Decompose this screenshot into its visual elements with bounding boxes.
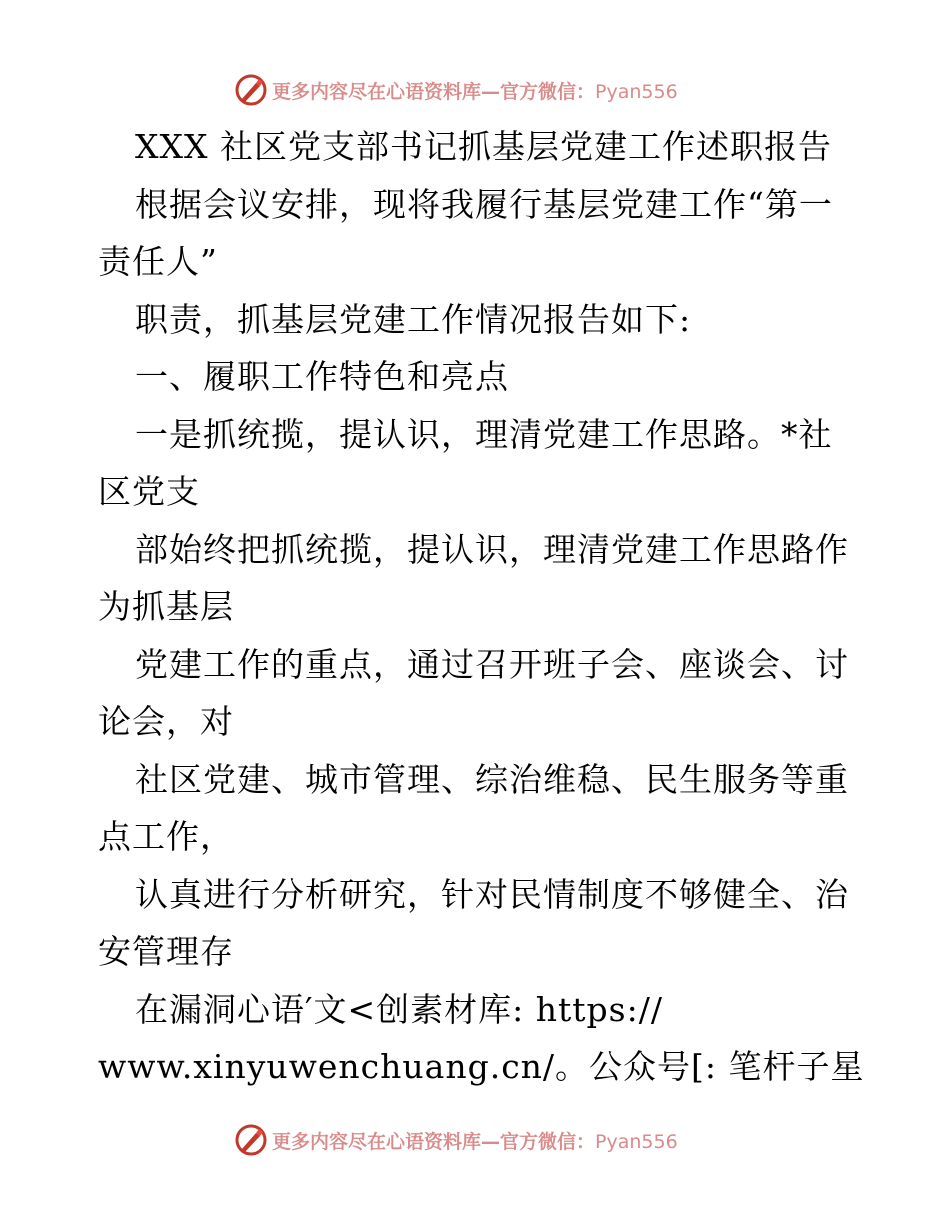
document-line: 一、履职工作特色和亮点 <box>135 357 509 396</box>
red-pen-seal-icon <box>234 73 268 107</box>
watermark-label: 更多内容尽在心语资料库—官方微信： <box>272 1130 596 1153</box>
watermark-label: 更多内容尽在心语资料库—官方微信： <box>272 80 596 103</box>
document-line: 一是抓统揽，提认识，理清党建工作思路。*社 <box>135 414 833 454</box>
document-line: 部始终把抓统揽，提认识，理清党建工作思路作 <box>135 529 849 569</box>
watermark-wechat-id: Pyan556 <box>595 80 678 103</box>
document-line: 责任人” <box>98 242 218 281</box>
document-body <box>98 118 865 1096</box>
document-line: 为抓基层 <box>98 587 234 626</box>
watermark-text <box>272 1127 678 1154</box>
red-pen-seal-icon <box>234 1123 268 1157</box>
document-line: 根据会议安排，现将我履行基层党建工作“第一 <box>135 184 833 224</box>
document-line: XXX 社区党支部书记抓基层党建工作述职报告 <box>135 127 832 166</box>
document-line: 党建工作的重点，通过召开班子会、座谈会、讨 <box>135 644 849 684</box>
document-line: 区党支 <box>98 472 200 511</box>
document-line: 社区党建、城市管理、综治维稳、民生服务等重 <box>135 759 849 799</box>
document-line: 论会，对 <box>98 702 234 741</box>
header-watermark-banner <box>234 70 714 110</box>
document-line: 在漏洞心语′文<创素材库: https:// <box>135 989 663 1029</box>
watermark-text <box>272 77 678 104</box>
document-line: 安管理存 <box>98 932 234 971</box>
document-line: 认真进行分析研究，针对民情制度不够健全、治 <box>135 874 849 914</box>
document-line: www.xinyuwenchuang.cn/。公众号[: 笔杆子星 <box>98 1047 865 1086</box>
watermark-wechat-id: Pyan556 <box>595 1130 678 1153</box>
footer-watermark-banner <box>234 1120 714 1160</box>
document-line: 点工作， <box>98 817 234 856</box>
document-line: 职责，抓基层党建工作情况报告如下: <box>135 299 692 339</box>
